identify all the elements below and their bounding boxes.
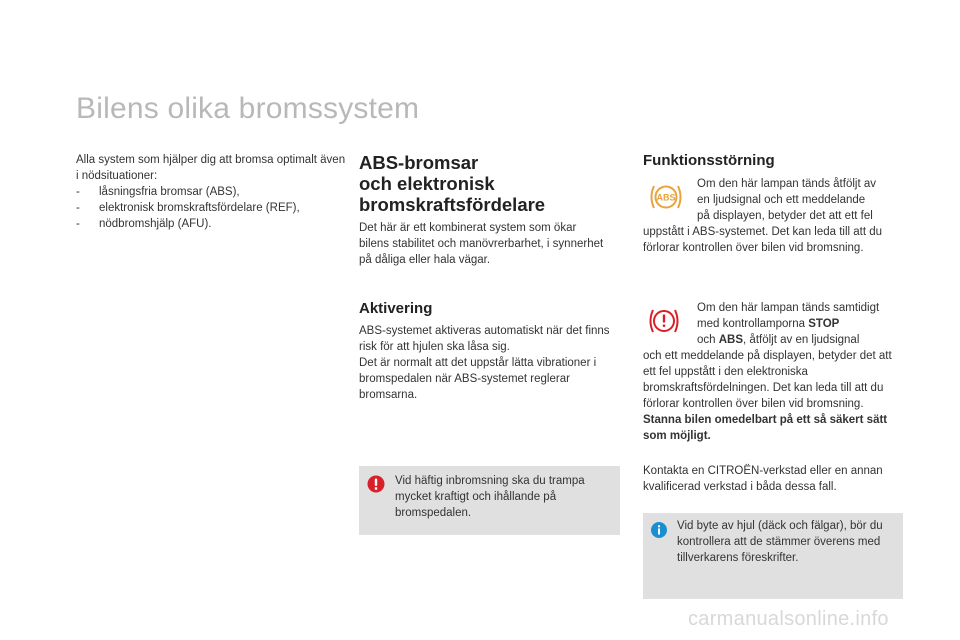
list-item: - nödbromshjälp (AFU). (76, 216, 346, 232)
brake-systems-list (76, 184, 346, 232)
text-fragment: med kontrollamporna (697, 318, 809, 330)
warning-icon (367, 475, 385, 493)
stop-lamp-label: STOP (808, 318, 840, 330)
list-item: - elektronisk bromskraftsfördelare (REF), (76, 200, 346, 216)
text-line: och ett meddelande på displayen, betyder det att ett fel uppstått i den elektroniska bromskraftsfördelningen. Det kan leda till att du förlorar kontrollen över bilen vid bromsning. (643, 350, 892, 410)
warning-note-text: Vid häftig inbromsning ska du trampa mycket kraftigt och ihållande på bromspedalen. (395, 475, 585, 519)
funktion-heading: Funktionsstörning (643, 152, 775, 169)
warning-note-box (359, 466, 620, 535)
text-line (643, 316, 905, 332)
text-line: uppstått i ABS-systemet. Det kan leda till att du förlorar kontrollen över bilen vid bromsning. (643, 226, 883, 254)
text-line: en ljudsignal och ett meddelande (697, 194, 866, 206)
funktion-paragraph-2 (643, 300, 905, 444)
aktivering-line1: ABS-systemet aktiveras automatiskt när det finns risk för att hjulen ska låsa sig. (359, 325, 610, 353)
text-line (643, 332, 905, 348)
abs-lamp-label: ABS (718, 334, 744, 346)
contact-text: Kontakta en CITROËN-verkstad eller en annan kvalificerad verkstad i båda dessa fall. (643, 465, 883, 493)
text-line: på displayen, betyder det att ett fel (697, 210, 873, 222)
text-line: Om den här lampan tänds samtidigt (697, 302, 880, 314)
info-note-text: Vid byte av hjul (däck och fälgar), bör du kontrollera att de stämmer överens med tillverkarens föreskrifter. (677, 520, 883, 564)
stop-instruction: Stanna bilen omedelbart på ett så säkert sätt som möjligt. (643, 414, 888, 442)
info-icon (651, 522, 667, 538)
abs-section-heading (359, 152, 545, 215)
text-line: Om den här lampan tänds åtföljt av (697, 178, 876, 190)
list-item: - låsningsfria bromsar (ABS), (76, 184, 346, 200)
funktion-paragraph-1 (643, 176, 905, 256)
watermark: carmanualsonline.info (688, 608, 889, 630)
text-fragment: och (697, 334, 719, 346)
text-fragment: , åtföljt av en ljudsignal (743, 334, 860, 346)
heading-line: och elektronisk (359, 173, 495, 194)
aktivering-text (359, 323, 614, 403)
abs-section-text: Det här är ett kombinerat system som ökar bilens stabilitet och manövrerbarhet, i synnerhet på dåliga eller hala vägar. (359, 222, 604, 266)
page-title: Bilens olika bromssystem (76, 92, 420, 125)
info-note-box (643, 513, 903, 599)
intro-section (76, 152, 346, 232)
aktivering-line2: Det är normalt att det uppstår lätta vibrationer i bromspedalen när ABS-systemet reglerar bromsarna. (359, 357, 597, 401)
heading-line: ABS-bromsar (359, 152, 479, 173)
heading-line: bromskraftsfördelare (359, 194, 546, 215)
aktivering-heading: Aktivering (359, 300, 433, 317)
abs-icon-label: ABS (656, 192, 676, 203)
intro-lead: Alla system som hjälper dig att bromsa optimalt även i nödsituationer: (76, 154, 346, 182)
